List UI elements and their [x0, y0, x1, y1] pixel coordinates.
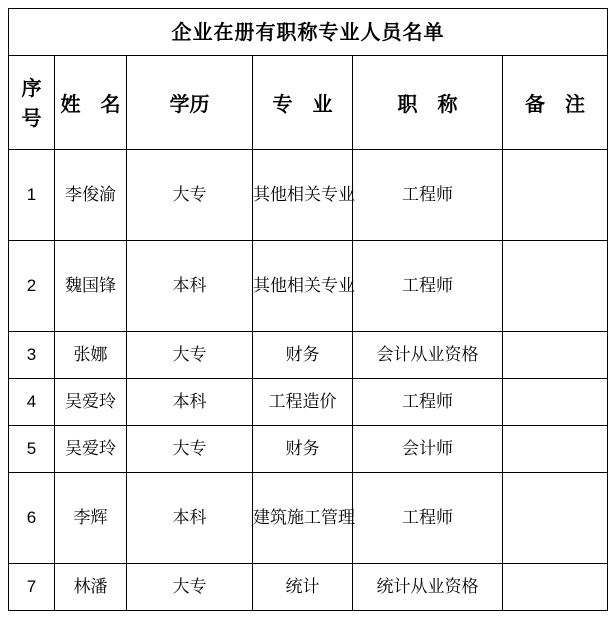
header-education: 学历: [127, 56, 253, 150]
cell-education: 大专: [127, 150, 253, 241]
cell-title: 会计从业资格: [353, 332, 503, 379]
cell-index: 4: [9, 379, 55, 426]
cell-remark: [503, 473, 608, 564]
cell-major-text: 建筑施工管理: [253, 508, 355, 528]
cell-education: 大专: [127, 564, 253, 611]
cell-index: 5: [9, 426, 55, 473]
cell-index: 2: [9, 241, 55, 332]
title-row: [9, 9, 608, 56]
cell-name: 张娜: [55, 332, 127, 379]
cell-remark: [503, 564, 608, 611]
cell-major: [253, 241, 353, 332]
cell-major: 统计: [253, 564, 353, 611]
cell-education: 本科: [127, 241, 253, 332]
cell-remark: [503, 426, 608, 473]
cell-index: 1: [9, 150, 55, 241]
cell-name: 吴爱玲: [55, 426, 127, 473]
cell-remark: [503, 150, 608, 241]
cell-title: 工程师: [353, 241, 503, 332]
table-row: [9, 241, 608, 332]
cell-name: 李辉: [55, 473, 127, 564]
cell-index: 6: [9, 473, 55, 564]
cell-major: [253, 473, 353, 564]
header-name: 姓 名: [55, 56, 127, 150]
header-index: [9, 56, 55, 150]
cell-remark: [503, 379, 608, 426]
table-row: [9, 473, 608, 564]
cell-title: 工程师: [353, 379, 503, 426]
cell-remark: [503, 241, 608, 332]
cell-major-text: 其他相关专业: [253, 276, 355, 296]
cell-major: [253, 150, 353, 241]
header-major: 专 业: [253, 56, 353, 150]
cell-education: 本科: [127, 379, 253, 426]
cell-name: 林潘: [55, 564, 127, 611]
cell-title: 统计从业资格: [353, 564, 503, 611]
table-row: [9, 332, 608, 379]
header-row: [9, 56, 608, 150]
cell-name: 李俊渝: [55, 150, 127, 241]
header-remark: 备 注: [503, 56, 608, 150]
cell-education: 大专: [127, 426, 253, 473]
cell-name: 吴爱玲: [55, 379, 127, 426]
cell-education: 大专: [127, 332, 253, 379]
header-index-label: 序号: [21, 75, 42, 130]
cell-education: 本科: [127, 473, 253, 564]
cell-index: 3: [9, 332, 55, 379]
cell-major: 财务: [253, 426, 353, 473]
table-row: [9, 426, 608, 473]
table-row: [9, 150, 608, 241]
cell-index: 7: [9, 564, 55, 611]
cell-remark: [503, 332, 608, 379]
staff-table: [8, 8, 608, 611]
table-row: [9, 379, 608, 426]
cell-title: 会计师: [353, 426, 503, 473]
cell-name: 魏国锋: [55, 241, 127, 332]
table-row: [9, 564, 608, 611]
cell-title: 工程师: [353, 150, 503, 241]
cell-major: 财务: [253, 332, 353, 379]
cell-major: 工程造价: [253, 379, 353, 426]
table-title: 企业在册有职称专业人员名单: [9, 9, 608, 56]
header-title: 职 称: [353, 56, 503, 150]
cell-major-text: 其他相关专业: [253, 185, 355, 205]
cell-title: 工程师: [353, 473, 503, 564]
